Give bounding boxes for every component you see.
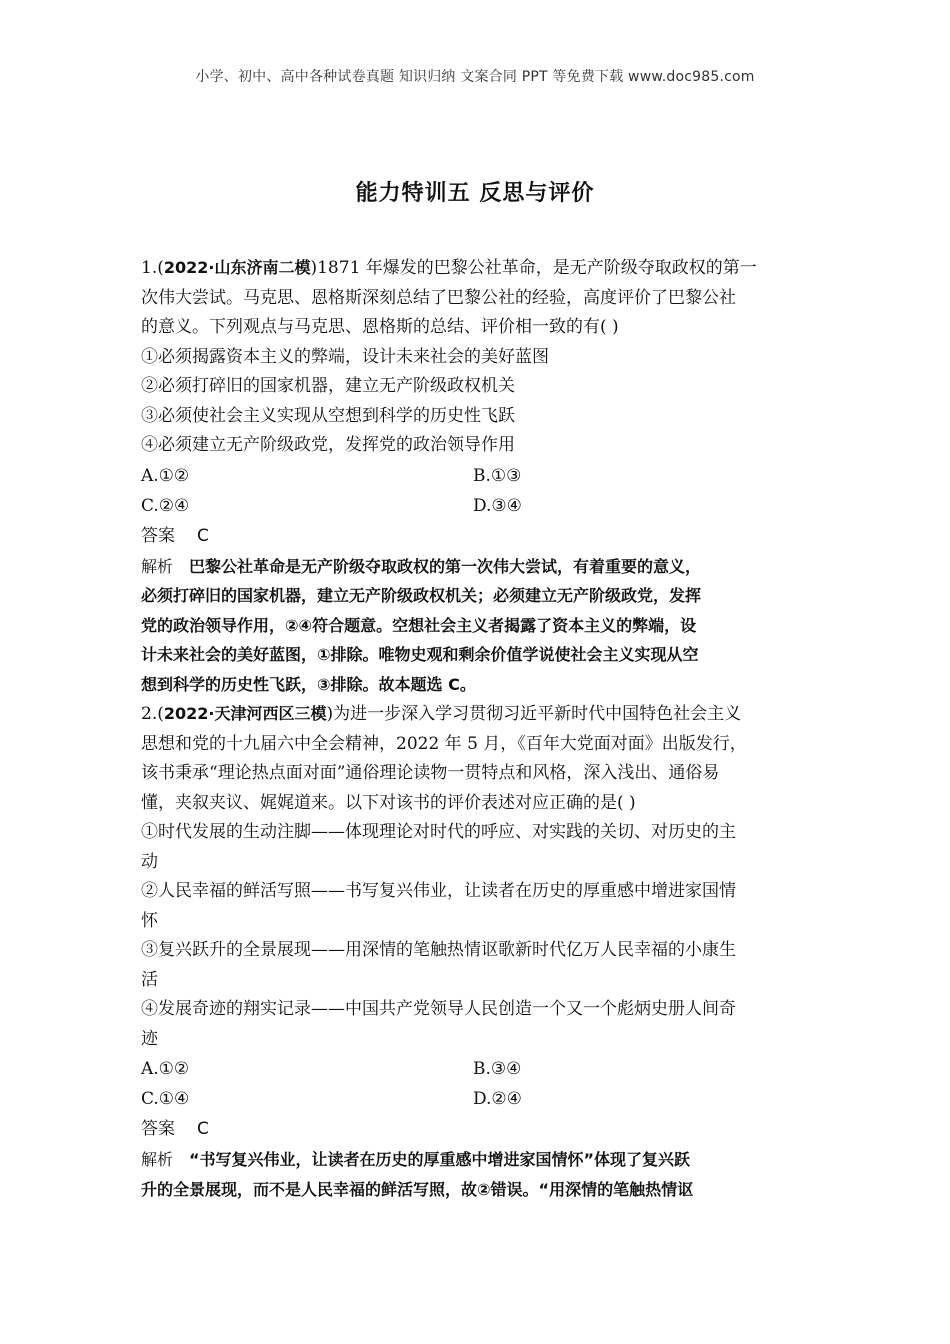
q1-source: 2022·山东济南二模 (163, 258, 311, 277)
question-2 (141, 699, 821, 1204)
q1-stem-line-2: 次伟大尝试。马克思、恩格斯深刻总结了巴黎公社的经验，高度评价了巴黎公社 (141, 287, 736, 308)
q1-answer (141, 521, 821, 552)
q2-item-1b: 动 (141, 851, 158, 872)
q1-analysis-line-1 (141, 552, 821, 582)
q2-option-c: C.①④ (141, 1089, 190, 1109)
q1-options-row-2 (141, 491, 821, 521)
q1-item-3: ③必须使社会主义实现从空想到科学的历史性飞跃 (141, 405, 515, 426)
q1-option-b: B.①③ (473, 465, 522, 486)
q1-option-a: A.①② (141, 465, 190, 486)
q2-analysis-text-1: “书写复兴伟业，让读者在历史的厚重感中增进家国情怀”体现了复兴跃 (189, 1150, 691, 1169)
q2-stem-line-2: 思想和党的十九届六中全会精神，2022 年 5 月，《百年大党面对面》出版发行， (141, 733, 747, 754)
q2-item-1a: ①时代发展的生动注脚——体现理论对时代的呼应、对实践的关切、对历史的主 (141, 822, 736, 842)
q2-item-4b: 迹 (141, 1028, 158, 1049)
q1-item-4: ④必须建立无产阶级政党，发挥党的政治领导作用 (141, 435, 515, 455)
q1-option-c: C.②④ (141, 495, 190, 516)
page-header: 小学、初中、高中各种试卷真题 知识归纳 文案合同 PPT 等免费下载 www.doc985.com (195, 69, 755, 85)
q2-options-row-1 (141, 1054, 821, 1084)
q2-item-3b: 活 (141, 969, 158, 990)
q2-item-3a: ③复兴跃升的全景展现——用深情的笔触热情讴歌新时代亿万人民幸福的小康生 (141, 940, 736, 960)
q2-stem-line-4: 懂，夹叙夹议、娓娓道来。以下对该书的评价表述对应正确的是( ) (141, 792, 636, 813)
q1-analysis-line-2: 必须打碎旧的国家机器，建立无产阶级政权机关；必须建立无产阶级政党，发挥 (141, 586, 702, 605)
q1-stem-line-1 (141, 253, 821, 284)
q1-option-d: D.③④ (473, 495, 522, 516)
q2-option-d: D.②④ (473, 1089, 522, 1109)
q2-answer-label: 答案 (141, 1119, 175, 1139)
q2-stem-line-3: 该书秉承“理论热点面对面”通俗理论读物一贯特点和风格，深入浅出、通俗易 (141, 763, 720, 783)
q1-item-2: ②必须打碎旧的国家机器，建立无产阶级政权机关 (141, 376, 515, 396)
document-body (141, 253, 821, 1204)
q1-analysis-label: 解析 (141, 556, 174, 576)
q1-answer-label: 答案 (141, 525, 175, 546)
q1-analysis-text-1: 巴黎公社革命是无产阶级夺取政权的第一次伟大尝试，有着重要的意义， (189, 556, 702, 576)
q2-analysis-line-1 (141, 1145, 821, 1175)
page-title: 能力特训五 反思与评价 (355, 181, 595, 206)
q1-answer-value: C (197, 525, 209, 546)
q1-item-1: ①必须揭露资本主义的弊端，设计未来社会的美好蓝图 (141, 346, 549, 367)
q2-stem-line-1 (141, 699, 821, 730)
q2-item-2a: ②人民幸福的鲜活写照——书写复兴伟业，让读者在历史的厚重感中增进家国情 (141, 881, 736, 901)
q2-number: 2.( (141, 704, 164, 724)
q2-answer (141, 1114, 821, 1145)
q2-answer-value: C (197, 1119, 209, 1139)
q2-analysis-line-2: 升的全景展现，而不是人民幸福的鲜活写照，故②错误。“用深情的笔触热情讴 (141, 1179, 694, 1199)
q1-analysis-line-3: 党的政治领导作用，②④符合题意。空想社会主义者揭露了资本主义的弊端，设 (141, 615, 697, 635)
q1-analysis-line-5: 想到科学的历史性飞跃，③排除。故本题选 C。 (141, 674, 476, 694)
q2-analysis-label: 解析 (141, 1150, 174, 1169)
q1-number: 1.( (141, 258, 164, 278)
question-1 (141, 253, 821, 699)
q2-option-a: A.①② (141, 1059, 190, 1079)
q1-options-row-1 (141, 461, 821, 491)
q2-stem-text-1: )为进一步深入学习贯彻习近平新时代中国特色社会主义 (326, 704, 742, 724)
q2-options-row-2 (141, 1084, 821, 1114)
q2-item-2b: 怀 (141, 910, 158, 931)
q2-item-4a: ④发展奇迹的翔实记录——中国共产党领导人民创造一个又一个彪炳史册人间奇 (141, 999, 736, 1019)
q2-option-b: B.③④ (473, 1059, 522, 1079)
q1-stem-line-3: 的意义。下列观点与马克思、恩格斯的总结、评价相一致的有( ) (141, 317, 619, 337)
q1-analysis-line-4: 计未来社会的美好蓝图，①排除。唯物史观和剩余价值学说使社会主义实现从空 (141, 645, 699, 664)
q2-source: 2022·天津河西区三模 (163, 704, 327, 723)
q1-stem-text-1: )1871 年爆发的巴黎公社革命，是无产阶级夺取政权的第一 (310, 258, 757, 278)
